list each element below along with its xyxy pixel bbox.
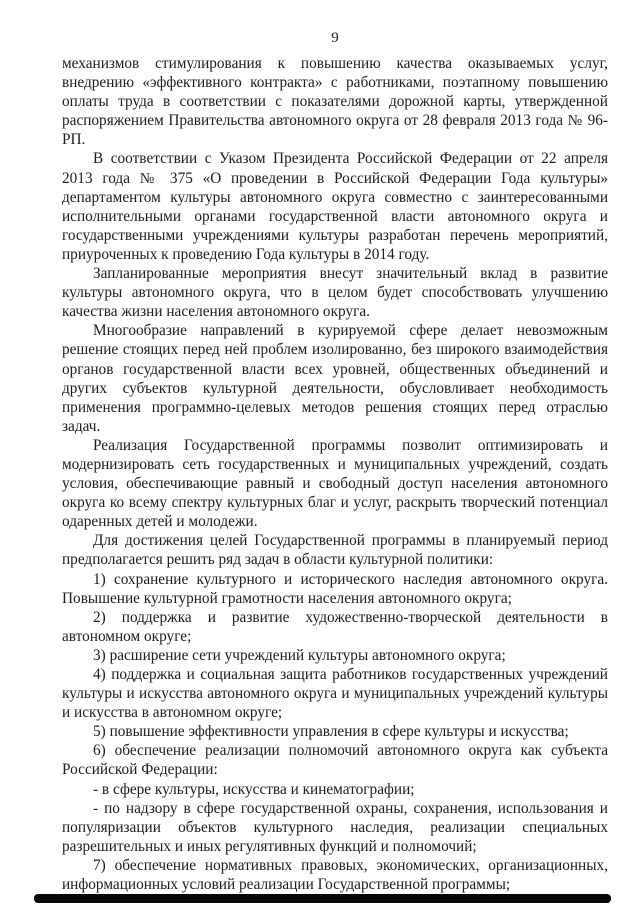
page-number: 9 [331,30,339,46]
document-body [62,54,608,894]
paragraph: Реализация Государственной программы позволит оптимизировать и модернизировать сеть государственных и муниципальных учреждений, создать условия, обеспечивающие равный и свободный доступ населения автономного округа ко всему спектру культурных благ и услуг, раскрыть творческий потенциал одаренных детей и молодежи. [62,436,608,531]
paragraph: Для достижения целей Государственной программы в планируемый период предполагается решить ряд задач в области культурной политики: [62,532,608,569]
paragraph: Многообразие направлений в курируемой сфере делает невозможным решение стоящих перед ней проблем изолированно, без широкого взаимодействия органов государственной власти всех уровней, общественных объединений и других субъектов культурной деятельности, обусловливает необходимость применения программно-целевых методов решения стоящих перед отраслью задач. [62,322,608,435]
paragraph: 2) поддержка и развитие художественно-творческой деятельности в автономном округе; [62,608,608,645]
paragraph: Запланированные мероприятия внесут значительный вклад в развитие культуры автономного округа, что в целом будет способствовать улучшению качества жизни населения автономного округа. [62,265,608,321]
paragraph: - по надзору в сфере государственной охраны, сохранения, использования и популяризации объектов культурного наследия, реализации специальных разрешительных и иных регулятивных функций и полномочий; [62,799,608,855]
paragraph: механизмов стимулирования к повышению качества оказываемых услуг, внедрению «эффективного контракта» с работниками, поэтапному повышению оплаты труда в соответствии с показателями дорожной карты, утвержденной распоряжением Правительства автономного округа от 28 февраля 2013 года № 96-РП. [62,55,608,149]
paragraph: - в сфере культуры, искусства и кинематографии; [93,780,415,798]
paragraph: 6) обеспечение реализации полномочий автономного округа как субъекта Российской Федерации: [62,742,608,779]
scan-artifact-bar [34,894,611,903]
paragraph: 5) повышение эффективности управления в сфере культуры и искусства; [93,723,569,741]
paragraph: В соответствии с Указом Президента Российской Федерации от 22 апреля 2013 года № 375 «О проведении в Российской Федерации Года культуры» департаментом культуры автономного округа совместно с заинтересованными исполнительными органами государственной власти автономного округа и государственными учреждениями культуры разработан перечень мероприятий, приуроченных к проведению Года культуры в 2014 году. [62,150,608,263]
paragraph: 3) расширение сети учреждений культуры автономного округа; [93,646,506,664]
paragraph: 1) сохранение культурного и исторического наследия автономного округа. Повышение культурной грамотности населения автономного округа; [62,570,608,607]
paragraph: 7) обеспечение нормативных правовых, экономических, организационных, информационных условий реализации Государственной программы; [62,856,608,894]
paragraph: 4) поддержка и социальная защита работников государственных учреждений культуры и искусства автономного округа и муниципальных учреждений культуры и искусства в автономном округе; [62,666,608,722]
